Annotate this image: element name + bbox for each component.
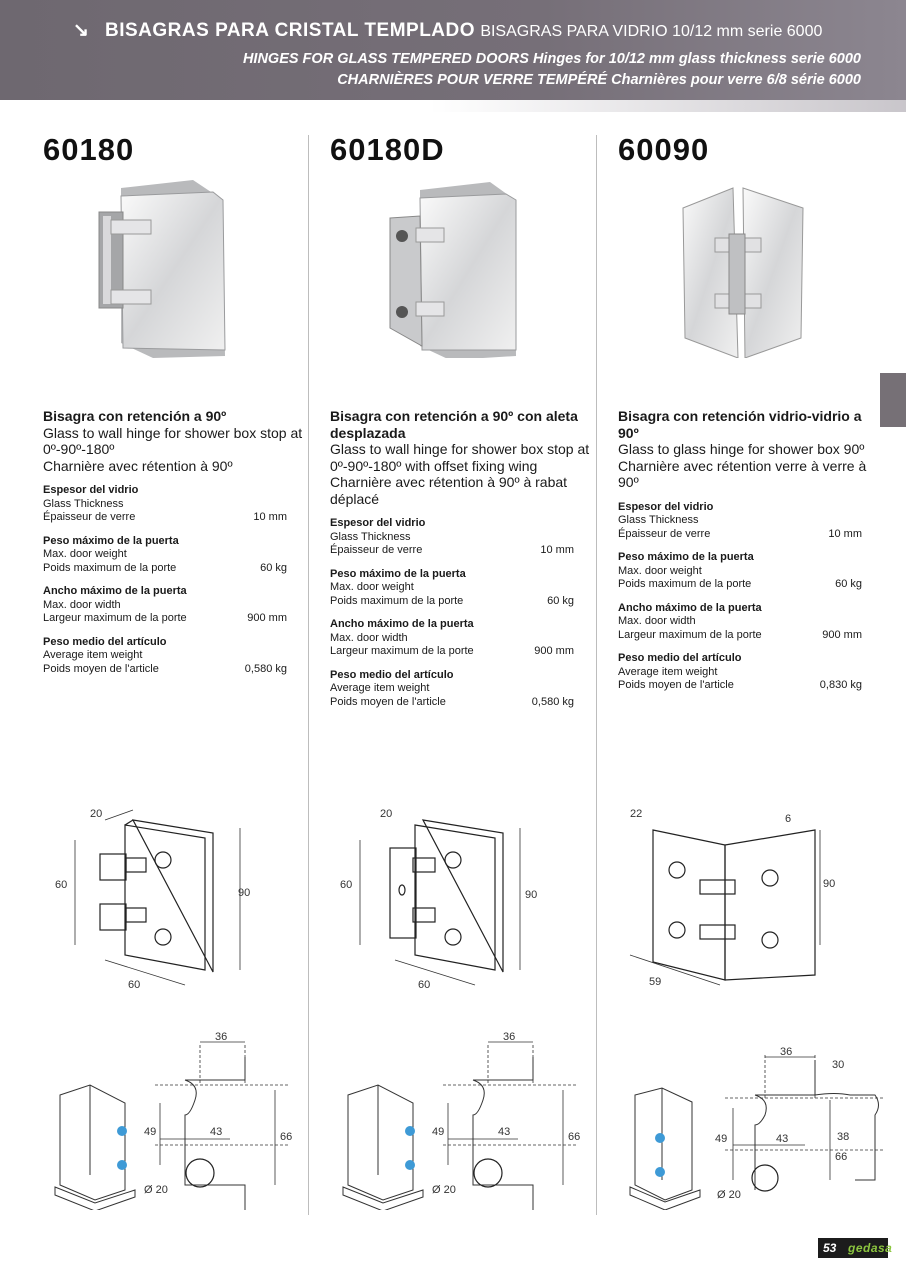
spec-block [330,618,590,659]
product-desc-en: Glass to wall hinge for shower box stop at 0º-90º-180º with offset fixing wing [330,441,590,474]
dim-label: 49 [144,1126,157,1138]
dim-label: 66 [280,1131,293,1143]
hinge-marker-icon [655,1133,665,1143]
header-subtitle-en: HINGES FOR GLASS TEMPERED DOORS Hinges for 10/12 mm glass thickness serie 6000 [242,51,861,67]
header-subtitle-fr: CHARNIÈRES POUR VERRE TEMPÉRÉ Charnières pour verre 6/8 série 6000 [337,72,861,88]
spec-label-en: Glass Thickness [43,497,124,510]
spec-value: 900 mm [534,645,574,657]
spec-label-en: Max. door weight [330,581,414,593]
header-title [75,20,822,42]
dim-label: 38 [837,1131,850,1143]
hinge-marker-icon [405,1126,415,1136]
spec-block [43,585,303,626]
dimension-drawing [45,800,295,1000]
spec-label-en: Glass Thickness [330,530,411,543]
dim-label: 60 [418,979,431,991]
dim-label: 43 [498,1126,511,1138]
spec-label-fr: Poids maximum de la porte [43,561,177,574]
installation-drawing [620,1040,890,1210]
spec-label-es: Espesor del vidrio [330,517,426,529]
spec-value: 60 kg [260,561,287,574]
product-description [330,408,590,709]
spec-label-en: Max. door width [618,615,696,627]
product-title: Bisagra con retención vidrio-vidrio a 90º [618,408,862,441]
installation-drawing [40,1025,300,1210]
spec-label-fr: Largeur maximum de la porte [618,628,762,641]
hinge-marker-icon [117,1126,127,1136]
spec-block [618,652,878,693]
spec-label-fr: Poids moyen de l'article [43,662,159,675]
spec-label-fr: Poids moyen de l'article [618,679,734,691]
hinge-marker-icon [655,1167,665,1177]
spec-label-en: Max. door weight [43,548,127,560]
spec-label-fr: Épaisseur de verre [330,544,423,556]
hinge-marker-icon [405,1160,415,1170]
installation-drawing [328,1025,588,1210]
spec-label-fr: Épaisseur de verre [43,511,136,523]
brand-logo: gedasa [848,1241,893,1255]
dim-label: 36 [503,1031,516,1043]
spec-label-es: Ancho máximo de la puerta [330,618,474,630]
spec-value: 0,580 kg [244,662,287,675]
product-description [618,408,878,693]
header-fade-bar [430,100,906,112]
column-divider [596,135,597,1215]
spec-value: 10 mm [828,527,862,540]
page-number: 53 [823,1241,837,1255]
dim-label: 90 [823,878,836,890]
spec-value: 60 kg [835,578,862,590]
spec-label-es: Peso medio del artículo [330,668,454,681]
spec-block [330,568,590,609]
spec-label-en: Max. door weight [618,564,702,577]
spec-value: 60 kg [547,594,574,607]
spec-label-es: Ancho máximo de la puerta [43,585,187,597]
spec-value: 0,580 kg [531,695,574,708]
header-title-rest: BISAGRAS PARA VIDRIO 10/12 mm serie 6000 [480,23,823,40]
spec-value: 10 mm [540,544,574,556]
spec-block [330,669,590,710]
dim-label: Ø 20 [432,1184,456,1196]
spec-block [618,602,878,643]
product-code: 60180D [330,132,445,167]
dim-label: 36 [215,1031,228,1043]
dim-label: 90 [525,889,538,901]
product-desc-fr: Charnière avec rétention à 90º à rabat déplacé [330,474,568,507]
dim-label: 66 [835,1151,848,1163]
spec-label-fr: Poids maximum de la porte [618,578,752,590]
spec-label-en: Average item weight [330,682,430,694]
product-code: 60090 [618,132,710,167]
spec-label-es: Peso medio del artículo [618,652,742,664]
dim-label: 6 [785,813,792,825]
product-description [43,408,303,676]
spec-label-en: Max. door width [330,631,408,644]
spec-label-fr: Poids moyen de l'article [330,695,446,708]
spec-label-fr: Largeur maximum de la porte [43,612,187,624]
dim-label: 30 [832,1059,845,1071]
dim-label: 20 [380,808,393,820]
dim-label: 49 [432,1126,445,1138]
spec-value: 900 mm [822,628,862,641]
dim-label: 43 [210,1126,223,1138]
product-title: Bisagra con retención a 90º [43,408,227,424]
hinge-marker-icon [117,1160,127,1170]
dimension-drawing [335,800,585,1000]
column-divider [308,135,309,1215]
dim-label: Ø 20 [717,1189,741,1201]
dim-label: 20 [90,808,103,820]
spec-value: 0,830 kg [819,679,862,691]
dim-label: 49 [715,1133,728,1145]
spec-label-es: Peso medio del artículo [43,635,167,648]
hinge-photo [663,178,823,358]
spec-block [618,551,878,592]
spec-block [618,501,878,542]
spec-label-es: Ancho máximo de la puerta [618,601,762,614]
product-desc-en: Glass to wall hinge for shower box stop at 0º-90º-180º [43,424,303,457]
spec-label-es: Peso máximo de la puerta [330,567,466,580]
product-code: 60180 [43,132,135,167]
spec-label-en: Average item weight [43,649,143,661]
dimension-drawing [615,800,865,1000]
dim-label: 22 [630,808,643,820]
spec-label-en: Glass Thickness [618,514,699,526]
dim-label: 59 [649,976,662,988]
spec-label-en: Max. door width [43,598,121,611]
product-desc-fr: Charnière avec rétention verre à verre à 90º [618,457,867,490]
page-footer [818,1238,893,1258]
page-header [0,0,906,100]
dim-label: 90 [238,887,251,899]
header-title-bold: BISAGRAS PARA CRISTAL TEMPLADO [105,20,476,41]
dim-label: 60 [128,979,141,991]
spec-label-fr: Largeur maximum de la porte [330,645,474,657]
spec-block [43,535,303,576]
product-desc-en: Glass to glass hinge for shower box 90º [618,441,865,457]
dim-label: 60 [340,879,353,891]
spec-label-es: Espesor del vidrio [618,500,714,513]
dim-label: 36 [780,1046,793,1058]
spec-label-en: Average item weight [618,665,718,678]
hinge-photo [93,178,253,358]
dim-label: 60 [55,879,68,891]
side-tab-marker [880,373,906,427]
spec-label-es: Peso máximo de la puerta [43,534,179,547]
spec-block [43,636,303,677]
spec-block [43,484,303,525]
dim-label: 43 [776,1133,789,1145]
spec-value: 10 mm [253,511,287,523]
dim-label: 66 [568,1131,581,1143]
spec-label-fr: Épaisseur de verre [618,527,711,540]
hinge-photo [380,178,540,358]
spec-block [330,517,590,558]
spec-label-es: Peso máximo de la puerta [618,551,754,563]
spec-label-fr: Poids maximum de la porte [330,594,464,607]
dim-label: Ø 20 [144,1184,168,1196]
product-title: Bisagra con retención a 90º con aleta desplazada [330,408,578,441]
arrow-down-right-icon: ↘ [73,20,89,41]
spec-label-es: Espesor del vidrio [43,484,139,496]
spec-value: 900 mm [247,612,287,624]
product-desc-fr: Charnière avec rétention à 90º [43,457,233,474]
